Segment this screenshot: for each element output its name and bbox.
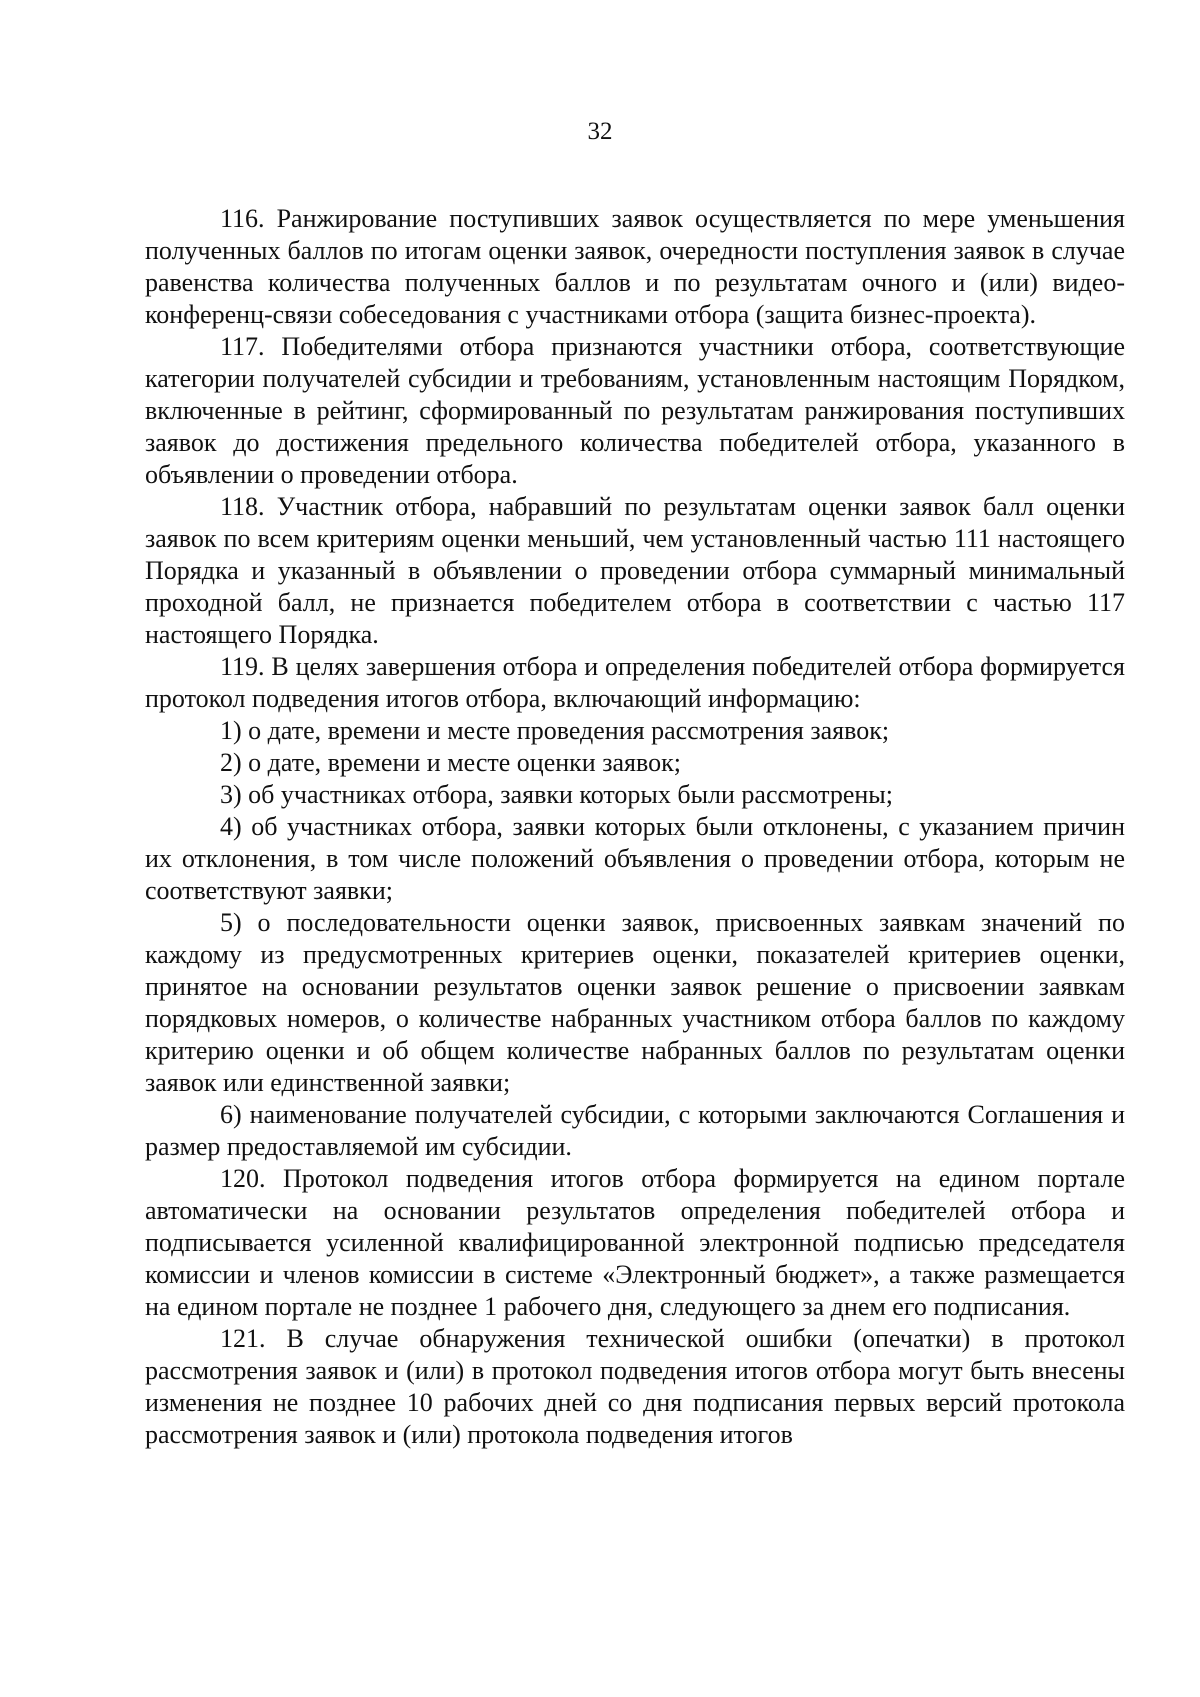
paragraph-117: 117. Победителями отбора признаются участники отбора, соответствующие категории получателей субсидии и требованиям, установленным настоящим Порядком, включенные в рейтинг, сформированный по результатам ранжирования поступивших заявок до достижения предельного количества победителей отбора, указанного в объявлении о проведении отбора.: [145, 332, 1125, 489]
list-item-2: 2) о дате, времени и месте оценки заявок;: [220, 748, 681, 777]
list-item-3: 3) об участниках отбора, заявки которых были рассмотрены;: [220, 780, 893, 809]
paragraph-119: 119. В целях завершения отбора и определения победителей отбора формируется протокол подведения итогов отбора, включающий информацию:: [145, 652, 1125, 713]
paragraph-120: 120. Протокол подведения итогов отбора формируется на едином портале автоматически на основании результатов определения победителей отбора и подписывается усиленной квалифицированной электронной подписью председателя комиссии и членов комиссии в системе «Электронный бюджет», а также размещается на едином портале не позднее 1 рабочего дня, следующего за днем его подписания.: [145, 1164, 1125, 1321]
paragraph-116: 116. Ранжирование поступивших заявок осуществляется по мере уменьшения полученных баллов по итогам оценки заявок, очередности поступления заявок в случае равенства количества полученных баллов и по результатам очного и (или) видео-конференц-связи собеседования с участниками отбора (защита бизнес-проекта).: [145, 204, 1125, 329]
paragraph-121: 121. В случае обнаружения технической ошибки (опечатки) в протокол рассмотрения заявок и (или) в протокол подведения итогов отбора могут быть внесены изменения не позднее 10 рабочих дней со дня подписания первых версий протокола рассмотрения заявок и (или) протокола подведения итогов: [145, 1324, 1125, 1449]
document-body: [145, 203, 1125, 1451]
paragraph-118: 118. Участник отбора, набравший по результатам оценки заявок балл оценки заявок по всем критериям оценки меньший, чем установленный частью 111 настоящего Порядка и указанный в объявлении о проведении отбора суммарный минимальный проходной балл, не признается победителем отбора в соответствии с частью 117 настоящего Порядка.: [145, 492, 1125, 649]
page-number: 32: [587, 118, 613, 145]
list-item-6: 6) наименование получателей субсидии, с которыми заключаются Соглашения и размер предоставляемой им субсидии.: [145, 1100, 1125, 1161]
list-item-5: 5) о последовательности оценки заявок, присвоенных заявкам значений по каждому из предусмотренных критериев оценки, показателей критериев оценки, принятое на основании результатов оценки заявок решение о присвоении заявкам порядковых номеров, о количестве набранных участником отбора баллов по каждому критерию оценки и об общем количестве набранных баллов по результатам оценки заявок или единственной заявки;: [145, 908, 1125, 1097]
list-item-4: 4) об участниках отбора, заявки которых были отклонены, с указанием причин их отклонения, в том числе положений объявления о проведении отбора, которым не соответствуют заявки;: [145, 812, 1125, 905]
list-item-1: 1) о дате, времени и месте проведения рассмотрения заявок;: [220, 716, 890, 745]
